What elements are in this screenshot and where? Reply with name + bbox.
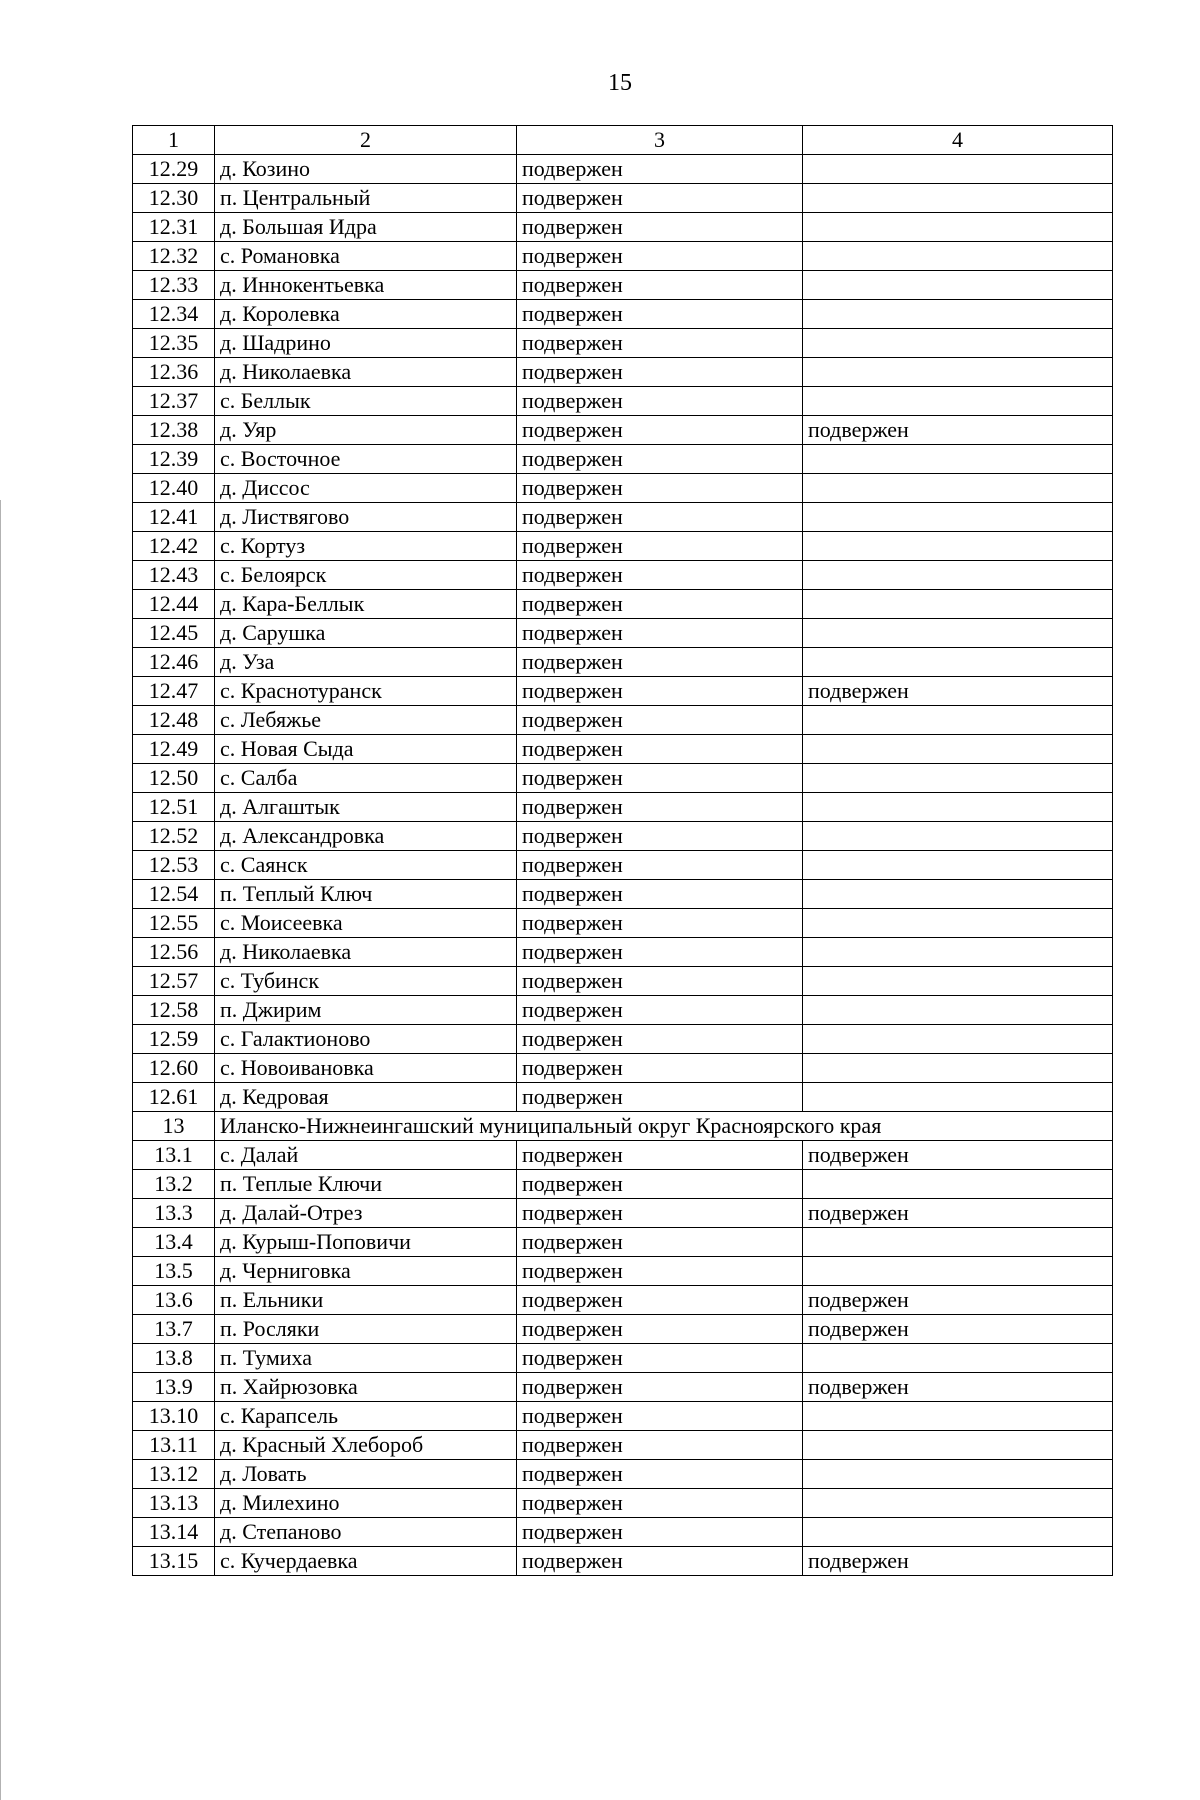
column-4-cell xyxy=(803,851,1113,880)
table-row xyxy=(133,155,1113,184)
section-title-cell: Иланско-Нижнеингашский муниципальный округ Красноярского края xyxy=(215,1112,1113,1141)
settlement-name-cell: д. Королевка xyxy=(215,300,517,329)
table-row xyxy=(133,1402,1113,1431)
column-3-cell: подвержен xyxy=(517,996,803,1025)
column-3-cell: подвержен xyxy=(517,967,803,996)
settlement-name-cell: д. Иннокентьевка xyxy=(215,271,517,300)
table-row xyxy=(133,1489,1113,1518)
table-row xyxy=(133,474,1113,503)
column-3-cell: подвержен xyxy=(517,1547,803,1576)
column-4-cell xyxy=(803,184,1113,213)
column-4-cell xyxy=(803,793,1113,822)
table-row xyxy=(133,938,1113,967)
row-number-cell: 12.54 xyxy=(133,880,215,909)
column-3-cell: подвержен xyxy=(517,503,803,532)
row-number-cell: 12.47 xyxy=(133,677,215,706)
table-row xyxy=(133,822,1113,851)
table-row xyxy=(133,590,1113,619)
row-number-cell: 12.38 xyxy=(133,416,215,445)
column-3-cell: подвержен xyxy=(517,474,803,503)
row-number-cell: 12.61 xyxy=(133,1083,215,1112)
header-cell-1: 1 xyxy=(133,126,215,155)
row-number-cell: 13.3 xyxy=(133,1199,215,1228)
column-4-cell xyxy=(803,764,1113,793)
column-3-cell: подвержен xyxy=(517,619,803,648)
row-number-cell: 12.32 xyxy=(133,242,215,271)
column-3-cell: подвержен xyxy=(517,1025,803,1054)
column-4-cell xyxy=(803,1054,1113,1083)
settlement-name-cell: с. Новоивановка xyxy=(215,1054,517,1083)
table-row xyxy=(133,1025,1113,1054)
table-row xyxy=(133,706,1113,735)
row-number-cell: 12.40 xyxy=(133,474,215,503)
table-row xyxy=(133,1257,1113,1286)
column-4-cell xyxy=(803,242,1113,271)
column-3-cell: подвержен xyxy=(517,851,803,880)
column-4-cell: подвержен xyxy=(803,1141,1113,1170)
table-row xyxy=(133,213,1113,242)
column-4-cell: подвержен xyxy=(803,1547,1113,1576)
column-3-cell: подвержен xyxy=(517,764,803,793)
settlement-name-cell: с. Восточное xyxy=(215,445,517,474)
settlement-name-cell: д. Черниговка xyxy=(215,1257,517,1286)
column-3-cell: подвержен xyxy=(517,561,803,590)
table-row xyxy=(133,764,1113,793)
table-row xyxy=(133,1460,1113,1489)
column-3-cell: подвержен xyxy=(517,387,803,416)
settlement-name-cell: д. Большая Идра xyxy=(215,213,517,242)
settlement-name-cell: д. Далай-Отрез xyxy=(215,1199,517,1228)
column-4-cell xyxy=(803,532,1113,561)
column-3-cell: подвержен xyxy=(517,1170,803,1199)
table-row xyxy=(133,1344,1113,1373)
table-row xyxy=(133,677,1113,706)
settlement-name-cell: д. Козино xyxy=(215,155,517,184)
settlement-name-cell: с. Карапсель xyxy=(215,1402,517,1431)
column-3-cell: подвержен xyxy=(517,1402,803,1431)
settlement-name-cell: с. Кучердаевка xyxy=(215,1547,517,1576)
column-3-cell: подвержен xyxy=(517,706,803,735)
row-number-cell: 12.49 xyxy=(133,735,215,764)
row-number-cell: 12.48 xyxy=(133,706,215,735)
row-number-cell: 12.45 xyxy=(133,619,215,648)
column-4-cell xyxy=(803,300,1113,329)
row-number-cell: 12.52 xyxy=(133,822,215,851)
column-4-cell xyxy=(803,1228,1113,1257)
column-3-cell: подвержен xyxy=(517,155,803,184)
column-4-cell xyxy=(803,648,1113,677)
row-number-cell: 13.6 xyxy=(133,1286,215,1315)
row-number-cell: 12.35 xyxy=(133,329,215,358)
column-3-cell: подвержен xyxy=(517,445,803,474)
column-3-cell: подвержен xyxy=(517,677,803,706)
settlement-name-cell: д. Николаевка xyxy=(215,358,517,387)
row-number-cell: 12.58 xyxy=(133,996,215,1025)
row-number-cell: 12.30 xyxy=(133,184,215,213)
settlement-name-cell: п. Хайрюзовка xyxy=(215,1373,517,1402)
column-4-cell xyxy=(803,822,1113,851)
row-number-cell: 12.50 xyxy=(133,764,215,793)
column-4-cell xyxy=(803,1170,1113,1199)
column-3-cell: подвержен xyxy=(517,271,803,300)
table-row xyxy=(133,387,1113,416)
settlement-name-cell: с. Далай xyxy=(215,1141,517,1170)
row-number-cell: 12.29 xyxy=(133,155,215,184)
column-3-cell: подвержен xyxy=(517,1489,803,1518)
table-row xyxy=(133,503,1113,532)
table-row xyxy=(133,648,1113,677)
column-3-cell: подвержен xyxy=(517,822,803,851)
row-number-cell: 12.41 xyxy=(133,503,215,532)
table-row xyxy=(133,416,1113,445)
column-4-cell: подвержен xyxy=(803,1315,1113,1344)
settlement-name-cell: с. Лебяжье xyxy=(215,706,517,735)
column-3-cell: подвержен xyxy=(517,1373,803,1402)
column-3-cell: подвержен xyxy=(517,1199,803,1228)
column-4-cell xyxy=(803,1257,1113,1286)
column-3-cell: подвержен xyxy=(517,1054,803,1083)
header-cell-3: 3 xyxy=(517,126,803,155)
column-4-cell xyxy=(803,1025,1113,1054)
table-row xyxy=(133,1373,1113,1402)
column-4-cell: подвержен xyxy=(803,1373,1113,1402)
settlement-name-cell: д. Милехино xyxy=(215,1489,517,1518)
column-4-cell xyxy=(803,503,1113,532)
row-number-cell: 12.51 xyxy=(133,793,215,822)
row-number-cell: 12.43 xyxy=(133,561,215,590)
table-row xyxy=(133,1518,1113,1547)
column-4-cell xyxy=(803,213,1113,242)
column-3-cell: подвержен xyxy=(517,648,803,677)
table-row xyxy=(133,1141,1113,1170)
settlement-name-cell: п. Росляки xyxy=(215,1315,517,1344)
row-number-cell: 13.9 xyxy=(133,1373,215,1402)
column-4-cell xyxy=(803,706,1113,735)
column-3-cell: подвержен xyxy=(517,300,803,329)
column-3-cell: подвержен xyxy=(517,1460,803,1489)
table-row xyxy=(133,1170,1113,1199)
settlement-name-cell: с. Белоярск xyxy=(215,561,517,590)
column-4-cell xyxy=(803,155,1113,184)
column-4-cell: подвержен xyxy=(803,416,1113,445)
settlement-name-cell: д. Кара-Беллык xyxy=(215,590,517,619)
settlement-name-cell: с. Романовка xyxy=(215,242,517,271)
column-4-cell xyxy=(803,387,1113,416)
column-4-cell xyxy=(803,1460,1113,1489)
column-4-cell: подвержен xyxy=(803,1286,1113,1315)
header-cell-4: 4 xyxy=(803,126,1113,155)
table-body xyxy=(133,126,1113,1576)
column-3-cell: подвержен xyxy=(517,184,803,213)
table-row xyxy=(133,242,1113,271)
table-row xyxy=(133,1054,1113,1083)
column-4-cell xyxy=(803,938,1113,967)
column-4-cell xyxy=(803,735,1113,764)
table-row xyxy=(133,445,1113,474)
row-number-cell: 12.44 xyxy=(133,590,215,619)
table-row xyxy=(133,793,1113,822)
column-3-cell: подвержен xyxy=(517,242,803,271)
settlement-name-cell: п. Ельники xyxy=(215,1286,517,1315)
table-row xyxy=(133,1315,1113,1344)
settlement-name-cell: с. Галактионово xyxy=(215,1025,517,1054)
column-4-cell xyxy=(803,967,1113,996)
column-3-cell: подвержен xyxy=(517,416,803,445)
row-number-cell: 12.39 xyxy=(133,445,215,474)
row-number-cell: 13.1 xyxy=(133,1141,215,1170)
row-number-cell: 13.13 xyxy=(133,1489,215,1518)
table-row xyxy=(133,329,1113,358)
settlement-name-cell: д. Диссос xyxy=(215,474,517,503)
row-number-cell: 12.53 xyxy=(133,851,215,880)
table-row xyxy=(133,271,1113,300)
column-4-cell xyxy=(803,909,1113,938)
table-header-row xyxy=(133,126,1113,155)
column-3-cell: подвержен xyxy=(517,1228,803,1257)
settlement-name-cell: д. Листвягово xyxy=(215,503,517,532)
settlement-name-cell: с. Беллык xyxy=(215,387,517,416)
settlement-name-cell: п. Теплый Ключ xyxy=(215,880,517,909)
settlement-name-cell: д. Уза xyxy=(215,648,517,677)
row-number-cell: 12.34 xyxy=(133,300,215,329)
row-number-cell: 12.37 xyxy=(133,387,215,416)
column-3-cell: подвержен xyxy=(517,532,803,561)
scan-margin-mark xyxy=(0,500,1,1800)
row-number-cell: 13.11 xyxy=(133,1431,215,1460)
column-4-cell xyxy=(803,1344,1113,1373)
column-4-cell xyxy=(803,474,1113,503)
column-3-cell: подвержен xyxy=(517,909,803,938)
table-row xyxy=(133,1547,1113,1576)
column-3-cell: подвержен xyxy=(517,735,803,764)
row-number-cell: 13.14 xyxy=(133,1518,215,1547)
row-number-cell: 13.12 xyxy=(133,1460,215,1489)
row-number-cell: 13.4 xyxy=(133,1228,215,1257)
table-row xyxy=(133,300,1113,329)
settlement-name-cell: д. Шадрино xyxy=(215,329,517,358)
row-number-cell: 13.8 xyxy=(133,1344,215,1373)
column-4-cell xyxy=(803,1518,1113,1547)
column-3-cell: подвержен xyxy=(517,1286,803,1315)
column-3-cell: подвержен xyxy=(517,1257,803,1286)
row-number-cell: 13.15 xyxy=(133,1547,215,1576)
settlement-name-cell: д. Уяр xyxy=(215,416,517,445)
table-row xyxy=(133,735,1113,764)
column-4-cell xyxy=(803,329,1113,358)
table-row xyxy=(133,619,1113,648)
table-row xyxy=(133,1228,1113,1257)
column-4-cell xyxy=(803,358,1113,387)
settlement-name-cell: с. Краснотуранск xyxy=(215,677,517,706)
settlement-name-cell: д. Сарушка xyxy=(215,619,517,648)
table-row xyxy=(133,851,1113,880)
settlement-name-cell: с. Кортуз xyxy=(215,532,517,561)
table-row xyxy=(133,1199,1113,1228)
column-3-cell: подвержен xyxy=(517,1083,803,1112)
settlement-name-cell: п. Джирим xyxy=(215,996,517,1025)
table-row xyxy=(133,880,1113,909)
column-4-cell xyxy=(803,1489,1113,1518)
table-row xyxy=(133,967,1113,996)
table-row xyxy=(133,1083,1113,1112)
settlement-name-cell: с. Тубинск xyxy=(215,967,517,996)
column-3-cell: подвержен xyxy=(517,1141,803,1170)
settlement-name-cell: д. Красный Хлебороб xyxy=(215,1431,517,1460)
settlement-name-cell: с. Моисеевка xyxy=(215,909,517,938)
table-row xyxy=(133,1431,1113,1460)
table-row xyxy=(133,532,1113,561)
row-number-cell: 13.2 xyxy=(133,1170,215,1199)
column-4-cell xyxy=(803,1083,1113,1112)
section-number-cell: 13 xyxy=(133,1112,215,1141)
row-number-cell: 12.31 xyxy=(133,213,215,242)
column-3-cell: подвержен xyxy=(517,793,803,822)
row-number-cell: 12.60 xyxy=(133,1054,215,1083)
settlement-name-cell: с. Саянск xyxy=(215,851,517,880)
settlement-name-cell: с. Салба xyxy=(215,764,517,793)
column-4-cell xyxy=(803,590,1113,619)
column-3-cell: подвержен xyxy=(517,938,803,967)
section-row xyxy=(133,1112,1113,1141)
column-4-cell xyxy=(803,1431,1113,1460)
table-row xyxy=(133,184,1113,213)
column-4-cell xyxy=(803,445,1113,474)
settlement-name-cell: п. Центральный xyxy=(215,184,517,213)
column-4-cell: подвержен xyxy=(803,1199,1113,1228)
settlement-name-cell: д. Николаевка xyxy=(215,938,517,967)
table-row xyxy=(133,996,1113,1025)
page-number: 15 xyxy=(608,70,632,96)
row-number-cell: 12.56 xyxy=(133,938,215,967)
row-number-cell: 12.59 xyxy=(133,1025,215,1054)
settlement-name-cell: д. Степаново xyxy=(215,1518,517,1547)
column-3-cell: подвержен xyxy=(517,590,803,619)
settlement-name-cell: д. Ловать xyxy=(215,1460,517,1489)
settlement-name-cell: д. Александровка xyxy=(215,822,517,851)
settlements-table xyxy=(132,125,1113,1576)
row-number-cell: 12.46 xyxy=(133,648,215,677)
column-4-cell xyxy=(803,271,1113,300)
column-3-cell: подвержен xyxy=(517,1518,803,1547)
row-number-cell: 12.36 xyxy=(133,358,215,387)
column-3-cell: подвержен xyxy=(517,213,803,242)
row-number-cell: 12.57 xyxy=(133,967,215,996)
row-number-cell: 12.55 xyxy=(133,909,215,938)
table-row xyxy=(133,1286,1113,1315)
settlement-name-cell: д. Курыш-Поповичи xyxy=(215,1228,517,1257)
row-number-cell: 12.33 xyxy=(133,271,215,300)
column-4-cell xyxy=(803,561,1113,590)
table-row xyxy=(133,909,1113,938)
settlement-name-cell: д. Кедровая xyxy=(215,1083,517,1112)
row-number-cell: 13.7 xyxy=(133,1315,215,1344)
column-3-cell: подвержен xyxy=(517,1344,803,1373)
column-3-cell: подвержен xyxy=(517,329,803,358)
header-cell-2: 2 xyxy=(215,126,517,155)
column-3-cell: подвержен xyxy=(517,358,803,387)
table-row xyxy=(133,358,1113,387)
column-3-cell: подвержен xyxy=(517,1315,803,1344)
settlement-name-cell: п. Тумиха xyxy=(215,1344,517,1373)
row-number-cell: 13.5 xyxy=(133,1257,215,1286)
column-3-cell: подвержен xyxy=(517,1431,803,1460)
column-3-cell: подвержен xyxy=(517,880,803,909)
settlement-name-cell: п. Теплые Ключи xyxy=(215,1170,517,1199)
row-number-cell: 12.42 xyxy=(133,532,215,561)
row-number-cell: 13.10 xyxy=(133,1402,215,1431)
settlement-name-cell: с. Новая Сыда xyxy=(215,735,517,764)
column-4-cell: подвержен xyxy=(803,677,1113,706)
column-4-cell xyxy=(803,996,1113,1025)
column-4-cell xyxy=(803,880,1113,909)
column-4-cell xyxy=(803,619,1113,648)
table-row xyxy=(133,561,1113,590)
column-4-cell xyxy=(803,1402,1113,1431)
settlement-name-cell: д. Алгаштык xyxy=(215,793,517,822)
